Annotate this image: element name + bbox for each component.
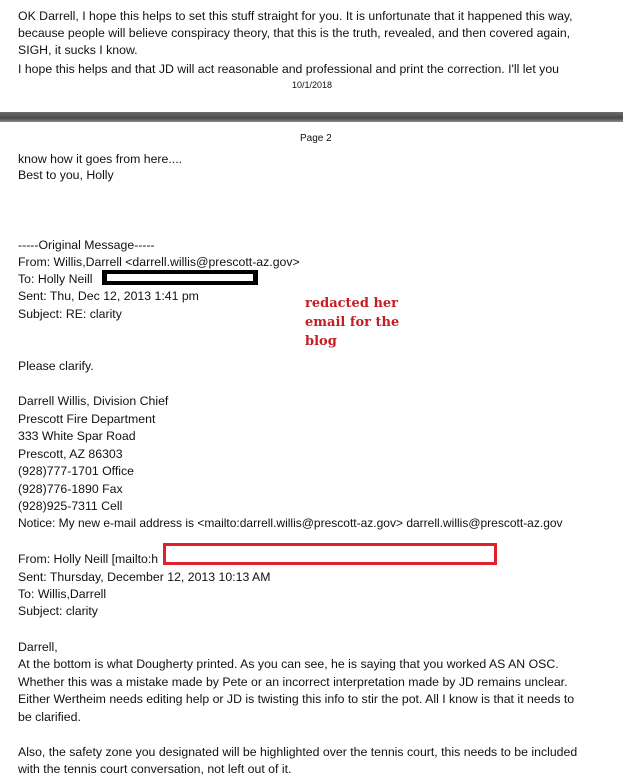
text-line: Also, the safety zone you designated will be highlighted over the tennis court, this needs to be included bbox=[18, 745, 578, 759]
text-line: Whether this was a mistake made by Pete or an incorrect interpretation made by JD remains unclear. bbox=[18, 675, 568, 689]
text-line: Prescott, AZ 86303 bbox=[18, 447, 123, 461]
text-line: -----Original Message----- bbox=[18, 238, 155, 252]
text-line: Sent: Thu, Dec 12, 2013 1:41 pm bbox=[18, 289, 199, 303]
text-line: (928)777-1701 Office bbox=[18, 464, 134, 478]
annotation-line: email for the bbox=[305, 315, 400, 330]
text-line: At the bottom is what Dougherty printed. As you can see, he is saying that you worked AS AN OSC. bbox=[18, 657, 559, 671]
page-number: Page 2 bbox=[300, 133, 332, 144]
text-line: To: Holly Neill bbox=[18, 272, 93, 286]
page-divider bbox=[0, 112, 623, 122]
text-line: From: Willis,Darrell <darrell.willis@prescott-az.gov> bbox=[18, 255, 300, 269]
text-line: Please clarify. bbox=[18, 359, 94, 373]
text-line: To: Willis,Darrell bbox=[18, 587, 107, 601]
redaction-box-red bbox=[163, 543, 497, 565]
text-line: Prescott Fire Department bbox=[18, 412, 156, 426]
annotation-line: blog bbox=[305, 334, 337, 349]
text-line: Darrell, bbox=[18, 640, 58, 654]
text-line: Subject: RE: clarity bbox=[18, 307, 122, 321]
text-line: I hope this helps and that JD will act reasonable and professional and print the correction. I'll let you bbox=[18, 62, 559, 76]
text-line: (928)925-7311 Cell bbox=[18, 499, 123, 513]
page-2 bbox=[0, 122, 623, 776]
text-line: Subject: clarity bbox=[18, 604, 98, 618]
text-line: OK Darrell, I hope this helps to set this stuff straight for you. It is unfortunate that it happened this way, bbox=[18, 9, 573, 23]
text-line: Either Wertheim needs editing help or JD is twisting this info to stir the pot. All I know is that it needs to bbox=[18, 692, 575, 706]
footer-date: 10/1/2018 bbox=[292, 80, 333, 90]
text-line: be clarified. bbox=[18, 710, 81, 724]
text-line: Sent: Thursday, December 12, 2013 10:13 AM bbox=[18, 570, 271, 584]
text-line: know how it goes from here.... bbox=[18, 152, 183, 166]
text-line: with the tennis court conversation, not left out of it. bbox=[18, 762, 292, 776]
text-line: Darrell Willis, Division Chief bbox=[18, 394, 169, 408]
text-line: Best to you, Holly bbox=[18, 168, 114, 182]
text-line: (928)776-1890 Fax bbox=[18, 482, 123, 496]
text-line: because people will believe conspiracy theory, that this is the truth, revealed, and then covered again, bbox=[18, 26, 571, 40]
text-line: 333 White Spar Road bbox=[18, 429, 136, 443]
text-line: SIGH, it sucks I know. bbox=[18, 43, 138, 57]
red-annotation bbox=[305, 294, 435, 351]
redaction-box-black bbox=[102, 270, 258, 285]
text-line: From: Holly Neill [mailto:h bbox=[18, 552, 159, 566]
annotation-line: redacted her bbox=[305, 296, 399, 311]
text-line: Notice: My new e-mail address is <mailto:darrell.willis@prescott-az.gov> darrell.willis@prescott-az.gov bbox=[18, 516, 563, 530]
previous-page-fragment bbox=[0, 0, 623, 112]
